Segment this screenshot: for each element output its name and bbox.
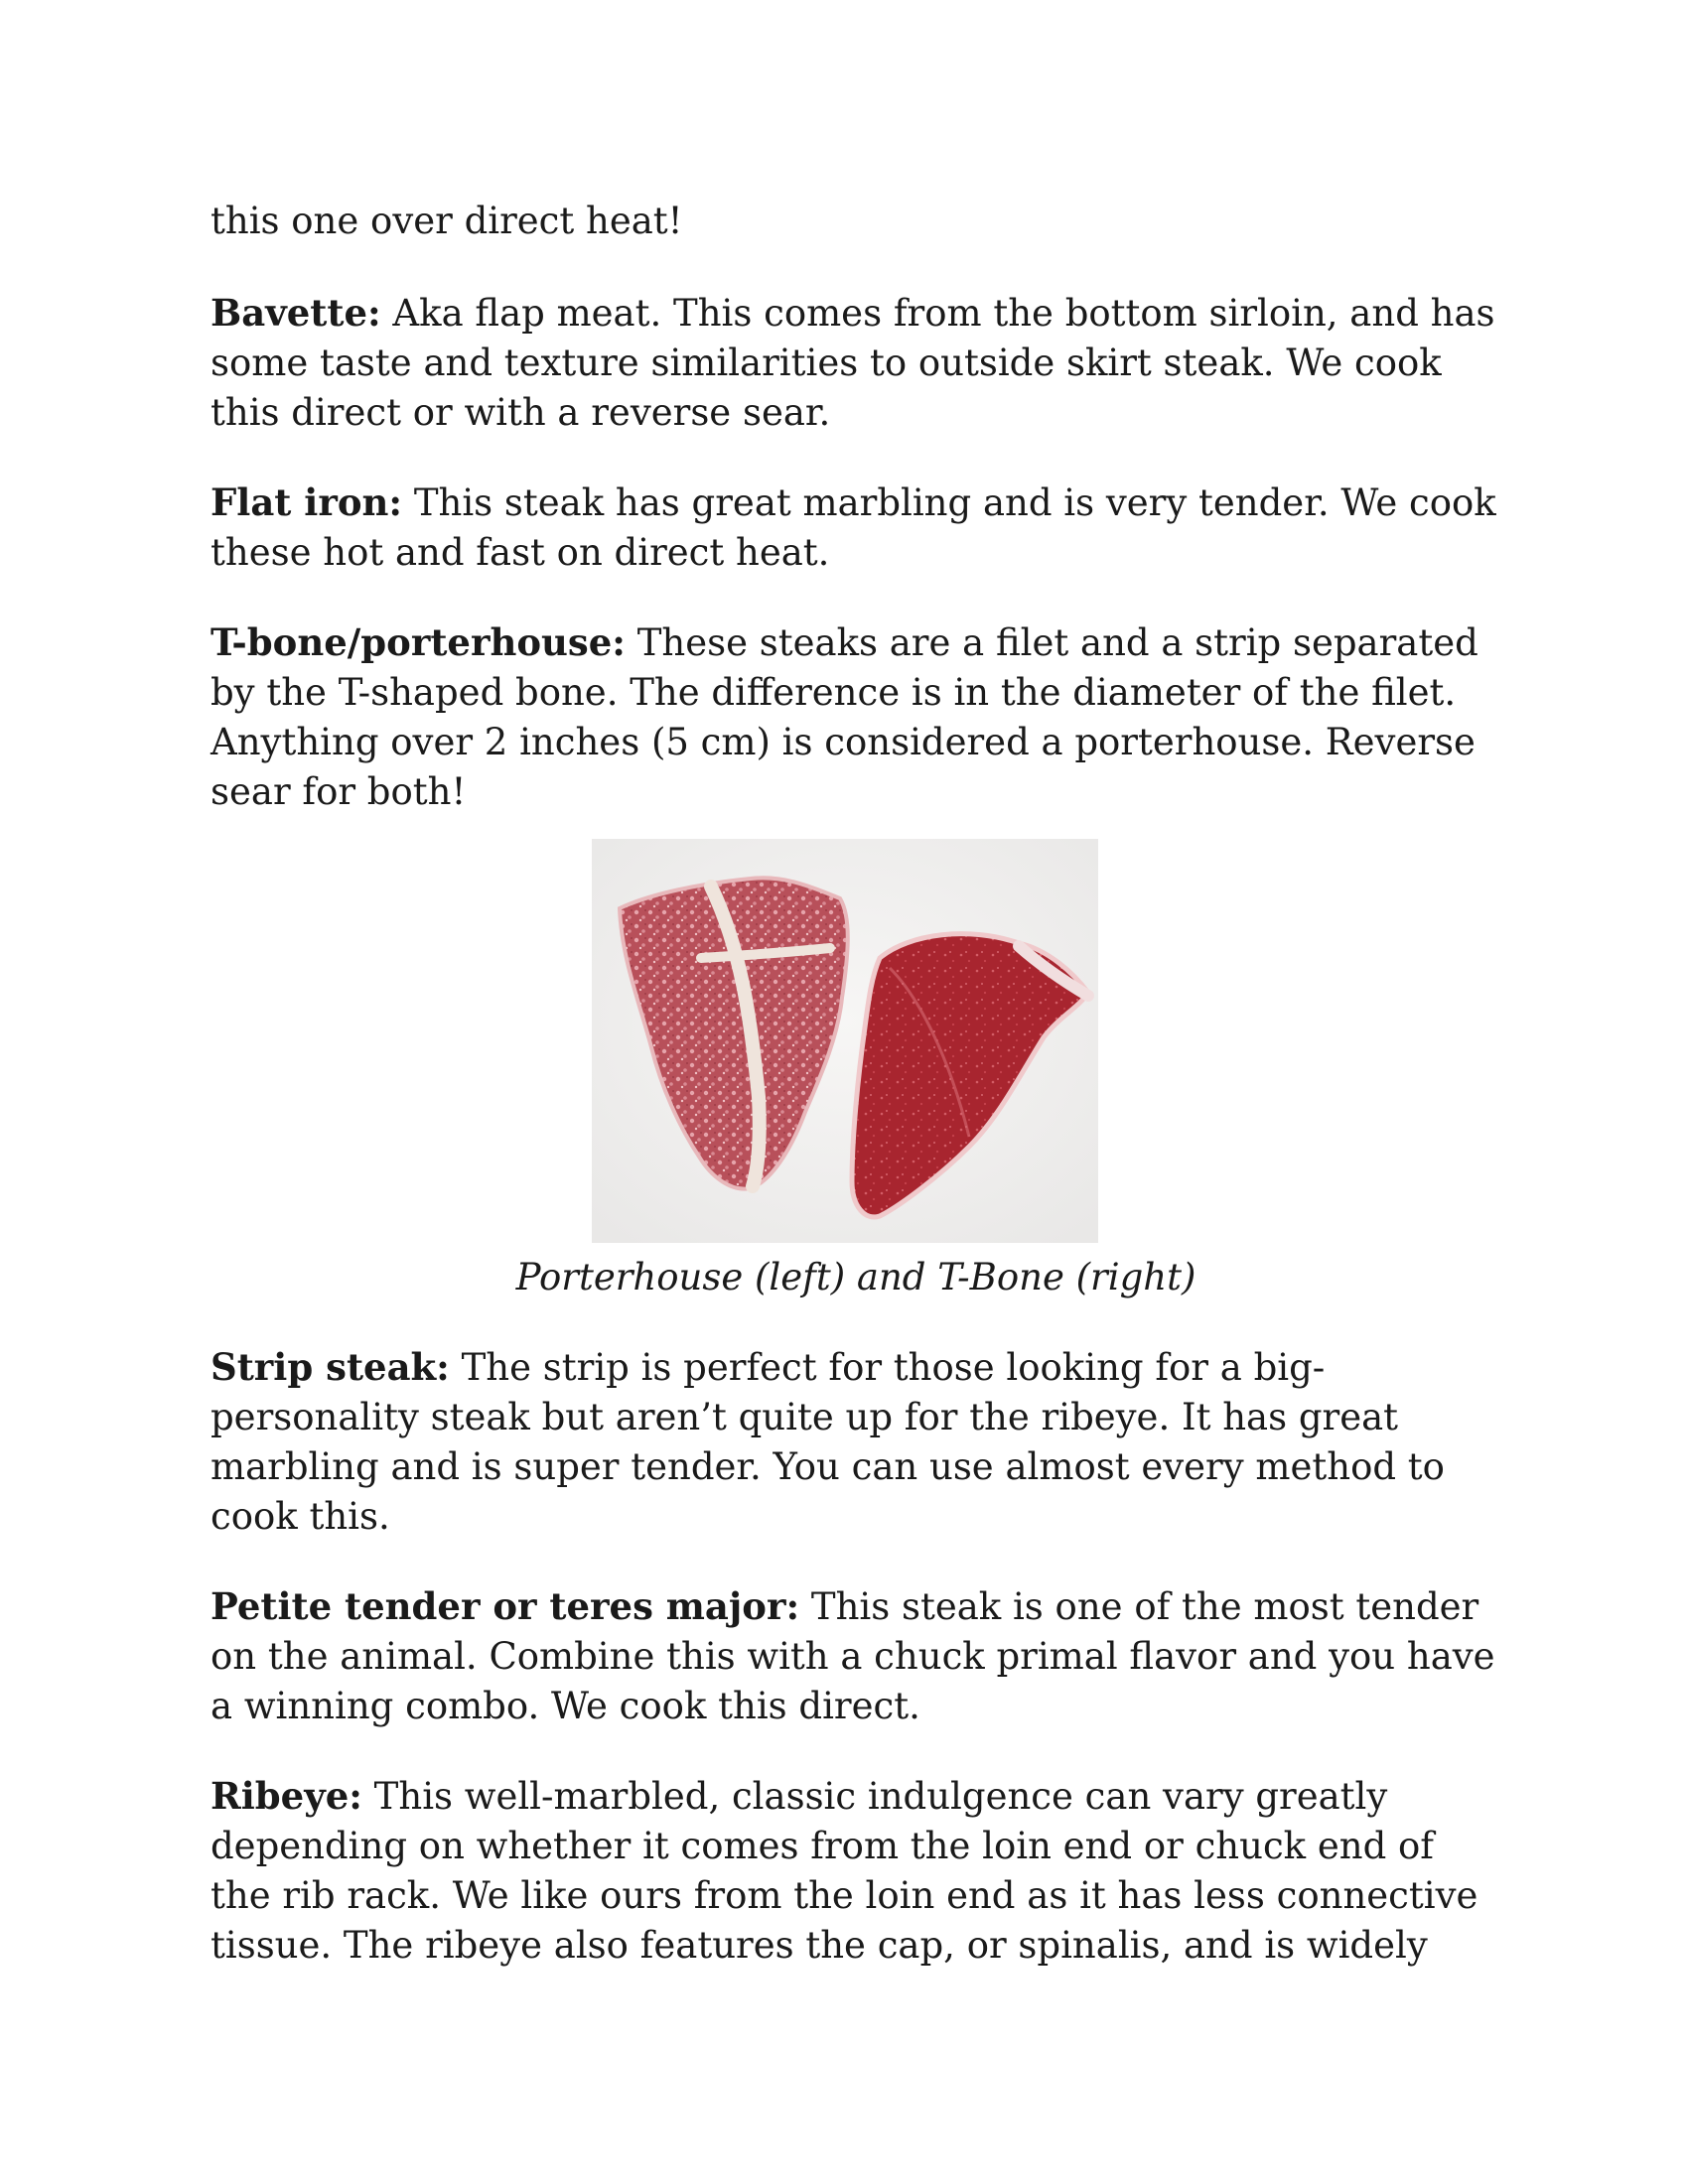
entry-petite-tender xyxy=(211,1581,1501,1731)
steak-illustration xyxy=(592,839,1098,1243)
entry-text: The strip is perfect for those looking for a big-personality steak but aren’t quite up for the ribeye. It has great marbling and is super tender. You can use almost every method to cook this. xyxy=(211,1346,1445,1538)
entry-ribeye xyxy=(211,1771,1501,1971)
entry-term: T-bone/porterhouse: xyxy=(211,620,626,664)
entry-flat-iron xyxy=(211,478,1501,578)
figure-caption: Porterhouse (left) and T-Bone (right) xyxy=(515,1256,1196,1298)
page-content xyxy=(211,197,1501,2010)
intro-text: this one over direct heat! xyxy=(211,200,683,242)
entry-term: Bavette: xyxy=(211,291,381,335)
entry-term: Flat iron: xyxy=(211,480,403,524)
entry-term: Strip steak: xyxy=(211,1345,450,1389)
entry-term: Petite tender or teres major: xyxy=(211,1584,800,1628)
entry-text: This steak is one of the most tender on the animal. Combine this with a chuck primal flavor and you have a winning combo. We cook this direct. xyxy=(211,1585,1495,1727)
entry-text: These steaks are a filet and a strip separated by the T-shaped bone. The difference is in the diameter of the filet. Anything over 2 inches (5 cm) is considered a porterhouse. Reverse sear for both! xyxy=(211,621,1478,813)
entry-bavette xyxy=(211,288,1501,438)
entry-term: Ribeye: xyxy=(211,1774,362,1818)
entry-t-bone xyxy=(211,617,1501,817)
entry-strip-steak xyxy=(211,1342,1501,1542)
entry-text: This well-marbled, classic indulgence can vary greatly depending on whether it comes from the loin end or chuck end of the rib rack. We like ours from the loin end as it has less connective tissue. The ribeye also features the cap, or spinalis, and is widely xyxy=(211,1775,1478,1967)
entry-text: Aka flap meat. This comes from the bottom sirloin, and has some taste and texture similarities to outside skirt steak. We cook this direct or with a reverse sear. xyxy=(211,292,1495,434)
entry-text: This steak has great marbling and is very tender. We cook these hot and fast on direct heat. xyxy=(211,481,1496,574)
steak-figure xyxy=(211,839,1501,1302)
steak-photo xyxy=(592,839,1098,1243)
